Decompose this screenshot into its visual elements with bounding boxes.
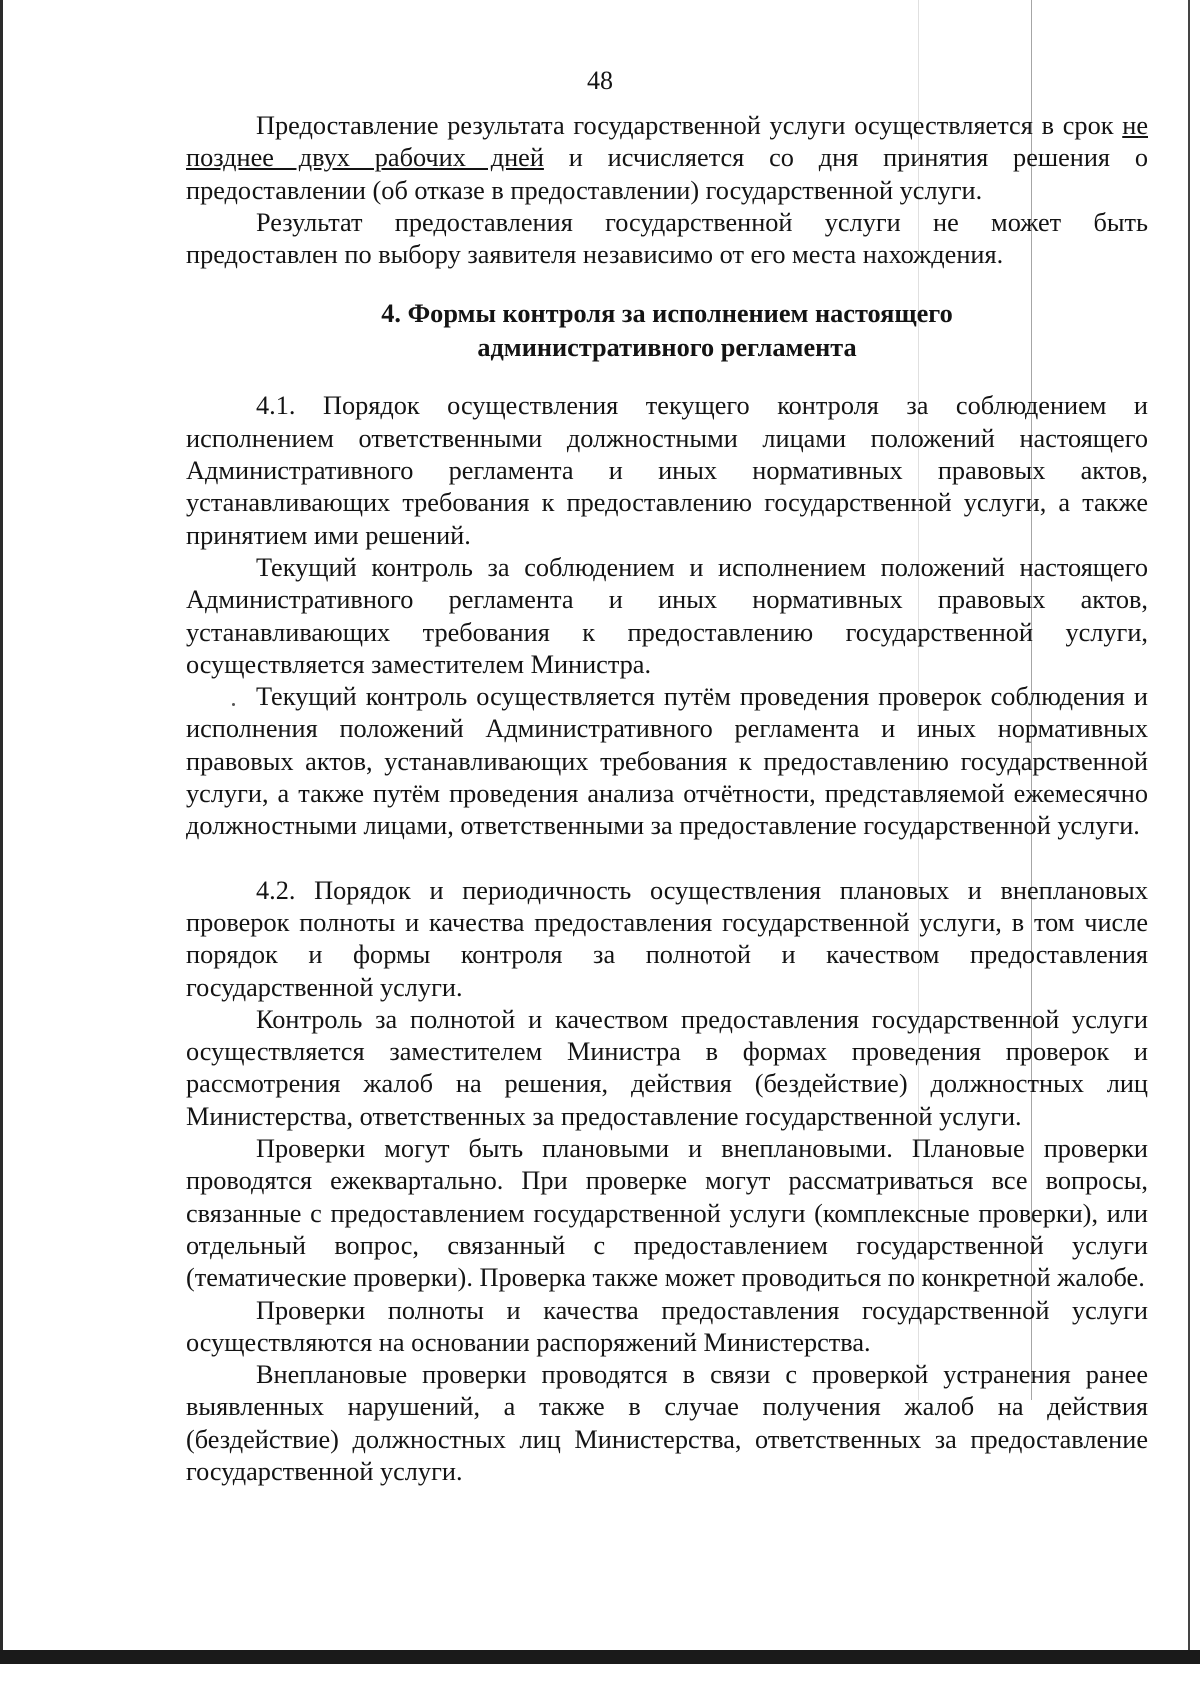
scan-edge-right [1188, 0, 1190, 1655]
underlined-text: не позднее двух рабочих дней [186, 111, 1148, 173]
paragraph: Проверки могут быть плановыми и внеплановыми. Плановые проверки проводятся ежеквартально. При проверке могут рассматриваться все вопросы, связанные с предоставлением государственной услуги (комплексные проверки), или отдельный вопрос, связанный с предоставлением государственной услуги (тематические проверки). Проверка также может проводиться по конкретной жалобе. [186, 1134, 1148, 1293]
paragraph-text: Предоставление результата государственной услуги осуществляется в срок [256, 111, 1123, 140]
paragraph: 4.2. Порядок и периодичность осуществления плановых и внеплановых проверок полноты и качества предоставления государственной услуги, в том числе порядок и формы контроля за полнотой и качеством предоставления государственной услуги. [186, 875, 1148, 1002]
paragraph: Внеплановые проверки проводятся в связи с проверкой устранения ранее выявленных нарушений, а также в случае получения жалоб на действия (бездействие) должностных лиц Министерства, ответственных за предоставление государственной услуги. [186, 1360, 1148, 1486]
paragraph: Текущий контроль осуществляется путём проведения проверок соблюдения и исполнения положений Административного регламента и иных нормативных правовых актов, устанавливающих требования к предоставлению государственной услуги, а также путём проведения анализа отчётности, представляемой ежемесячно должностными лицами, ответственными за предоставление государственной услуги. [186, 682, 1148, 841]
section-heading-line: 4. Формы контроля за исполнением настоящего [381, 299, 953, 329]
paragraph: Текущий контроль за соблюдением и исполнением положений настоящего Административного регламента и иных нормативных правовых актов, устанавливающих требования к предоставлению государственной услуги, осуществляется заместителем Министра. [186, 552, 1148, 679]
paragraph: Результат предоставления государственной услуги не может быть предоставлен по выбору заявителя независимо от его места нахождения. [186, 207, 1148, 270]
scan-edge-bottom [0, 1650, 1200, 1664]
section-heading-line: административного регламента [477, 333, 857, 363]
paragraph [186, 110, 1148, 207]
paragraph: Контроль за полнотой и качеством предоставления государственной услуги осуществляется заместителем Министра в формах проведения проверок и рассмотрения жалоб на решения, действия (бездействие) должностных лиц Министерства, ответственных за предоставление государственной услуги. [186, 1004, 1148, 1131]
document-body [186, 110, 1148, 1488]
spacer [186, 843, 1148, 875]
paragraph: Проверки полноты и качества предоставления государственной услуги осуществляются на основании распоряжений Министерства. [186, 1295, 1148, 1357]
section-heading [186, 297, 1148, 365]
scan-edge-left [0, 0, 3, 1660]
page-number: 48 [587, 66, 613, 95]
paragraph: 4.1. Порядок осуществления текущего контроля за соблюдением и исполнением ответственными должностными лицами положений настоящего Административного регламента и иных нормативных правовых актов, устанавливающих требования к предоставлению государственной услуги, а также принятием ими решений. [186, 391, 1148, 550]
paragraph-text: и исчисляется со дня принятия решения о предоставлении (об отказе в предоставлении) государственной услуги. [186, 143, 1148, 205]
